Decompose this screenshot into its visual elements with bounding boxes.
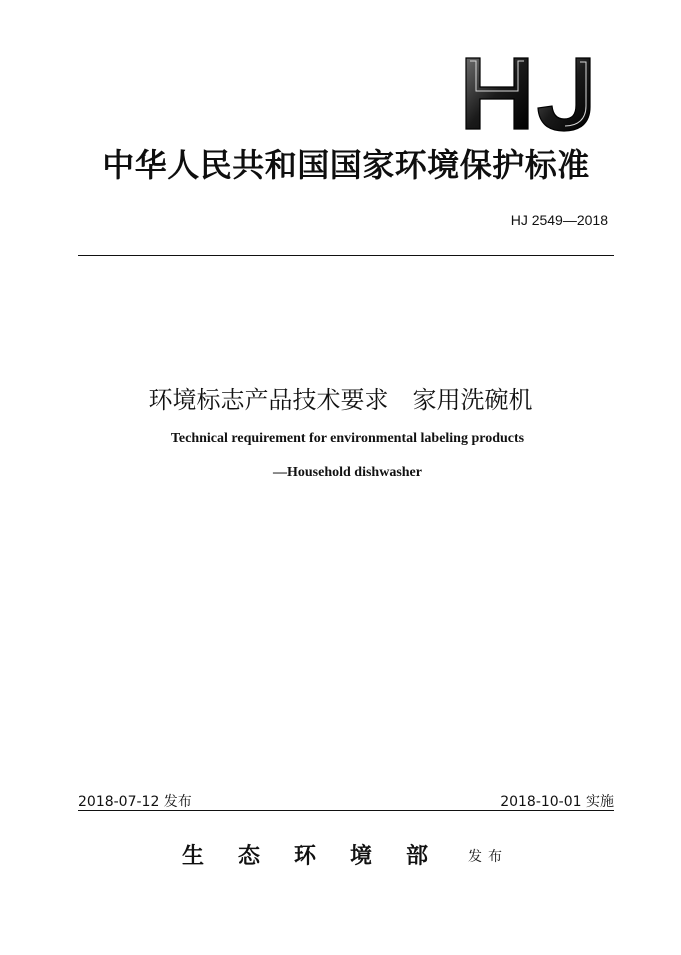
- publish-label: 发布: [468, 849, 508, 865]
- standard-category-title: 中华人民共和国国家环境保护标准: [102, 146, 590, 184]
- publisher-name: 生态环境部: [182, 843, 463, 869]
- logo-letter-h: [466, 58, 528, 129]
- bottom-divider: [78, 810, 614, 811]
- hj-logo-icon: [462, 55, 602, 133]
- top-divider: [78, 255, 614, 256]
- issue-date: 2018-07-12 发布: [78, 794, 192, 810]
- standard-number: HJ 2549—2018: [510, 212, 608, 228]
- document-subtitle-en: —Household dishwasher: [273, 465, 422, 480]
- logo-letter-j: [538, 58, 590, 131]
- document-title-en: Technical requirement for environmental labeling products: [170, 431, 525, 446]
- implementation-date: 2018-10-01 实施: [500, 794, 614, 810]
- document-title-cn: 环境标志产品技术要求 家用洗碗机: [148, 386, 533, 414]
